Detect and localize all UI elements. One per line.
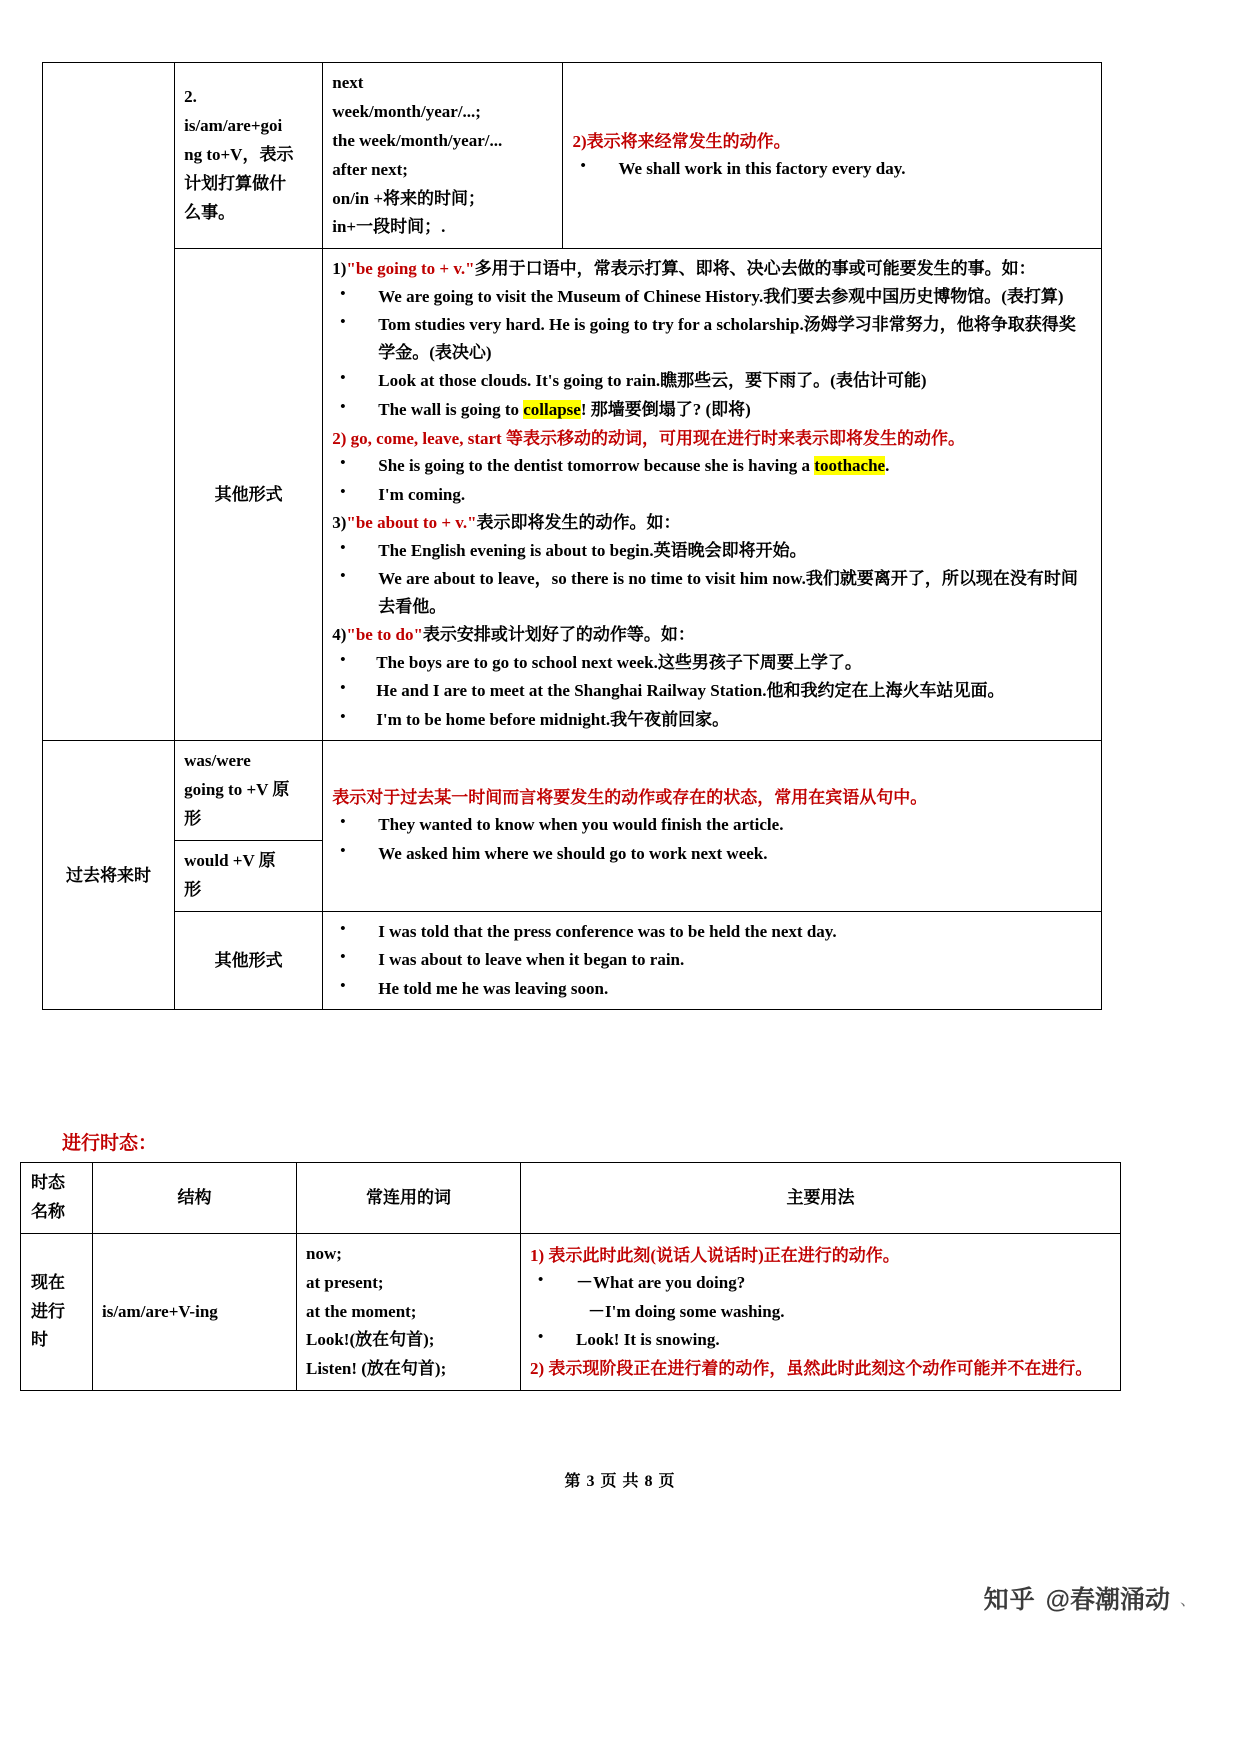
future-tense-table (42, 62, 1102, 1010)
list-item: • Look at those clouds. It's going to rain.瞧那些云，要下雨了。(表估计可能) (332, 367, 1092, 395)
list-item: • We asked him where we should go to work next week. (332, 840, 1092, 868)
header-structure: 结构 (93, 1163, 297, 1234)
row-tense-name (21, 1233, 93, 1390)
time-word-line: Listen! (放在句首); (306, 1359, 447, 1379)
zhihu-logo-icon: 知乎 (983, 1586, 1036, 1614)
point-quoted: "be about to + v." (346, 513, 477, 533)
point-quoted: "be going to + v." (346, 259, 475, 279)
point-2-examples (332, 452, 1092, 508)
list-item: • He and I are to meet at the Shanghai Railway Station.他和我约定在上海火车站见面。 (332, 677, 1092, 705)
usage-example-list (572, 155, 1092, 183)
structure-was-were-going-to (175, 741, 323, 841)
header-time-words: 常连用的词 (297, 1163, 521, 1234)
highlighted-word: collapse (523, 400, 581, 419)
header-usage: 主要用法 (521, 1163, 1121, 1234)
structure-line: was/were (184, 751, 251, 771)
point-verbs: go, come, leave, start (350, 428, 506, 448)
continuation-text: －I'm doing some washing. (588, 1301, 785, 1321)
time-word-line: Look!(放在句首); (306, 1330, 435, 1350)
tense-name-line: 进行 (31, 1301, 65, 1321)
list-item-highlighted (332, 396, 1092, 424)
structure-line: 形 (184, 809, 202, 829)
time-word-line: the week/month/year/... (332, 130, 503, 150)
usage-example-list (332, 811, 1092, 867)
point-2 (332, 425, 1092, 453)
row-usage (521, 1233, 1121, 1390)
header-tense-name (21, 1163, 93, 1234)
tense-name-past-future: 过去将来时 (43, 741, 175, 1010)
list-item: • He told me he was leaving soon. (332, 975, 1092, 1003)
header-line: 时态 (31, 1173, 65, 1192)
point-1 (332, 255, 1092, 283)
table-row (21, 1233, 1121, 1390)
row-structure: is/am/are+V-ing (93, 1233, 297, 1390)
table-row (43, 249, 1102, 741)
point-4 (332, 621, 1092, 649)
table-row (43, 911, 1102, 1010)
point-1-examples (332, 283, 1092, 424)
text-after: ! 那墙要倒塌了? (即将) (580, 400, 751, 419)
time-word-line: in+一段时间；. (332, 217, 446, 237)
list-item: • I was about to leave when it began to rain. (332, 946, 1092, 974)
point-num: 2) (332, 428, 351, 448)
point-rest: 表示安排或计划好了的动作等。如： (422, 625, 695, 645)
structure-line: 么事。 (184, 203, 236, 222)
point-rest: 等表示移动的动词，可用现在进行时来表示即将发生的动作。 (505, 428, 965, 448)
other-forms-label: 其他形式 (175, 249, 323, 741)
text-before: The wall is going to (378, 400, 524, 419)
tense-name-line: 现在 (31, 1272, 65, 1292)
list-item: • I'm coming. (332, 481, 1092, 509)
progressive-tense-table (20, 1162, 1121, 1391)
section-caption-progressive: 进行时态： (62, 1133, 158, 1154)
watermark (984, 1580, 1196, 1616)
list-item-highlighted (332, 452, 1092, 480)
usage-example-list (332, 918, 1092, 1003)
table-row (43, 741, 1102, 841)
list-item: • We are going to visit the Museum of Chinese History.我们要去参观中国历史博物馆。(表打算) (332, 283, 1092, 311)
time-word-line: now; (306, 1243, 342, 1263)
time-word-line: at present; (306, 1272, 384, 1292)
point-num: 1) (332, 259, 347, 279)
point-3-examples (332, 537, 1092, 621)
text-after: . (885, 456, 890, 476)
list-item: • Look! It is snowing. (530, 1326, 1111, 1354)
page-footer: 第 3 页 共 8 页 (564, 1473, 676, 1490)
header-line: 名称 (31, 1201, 65, 1221)
other-forms-content (323, 249, 1102, 741)
time-words-going-to (323, 63, 563, 249)
watermark-tail: 、 (1179, 1591, 1196, 1609)
structure-line: going to +V 原 (184, 780, 290, 800)
usage-point-1: 1) 表示此时此刻(说话人说话时)正在进行的动作。 (530, 1245, 900, 1265)
time-word-line: next (332, 73, 364, 92)
structure-would (175, 841, 323, 912)
structure-line: ng to+V，表示 (184, 145, 294, 165)
point-num: 4) (332, 625, 347, 645)
usage-past-future (323, 741, 1102, 911)
point-rest: 多用于口语中，常表示打算、即将、决心去做的事或可能要发生的事。如： (474, 259, 1036, 279)
usage-heading: 2)表示将来经常发生的动作。 (572, 131, 791, 151)
list-item: • －What are you doing? (530, 1269, 1111, 1297)
usage-example-list (530, 1269, 1111, 1354)
usage-heading: 表示对于过去某一时间而言将要发生的动作或存在的状态，常用在宾语从句中。 (332, 787, 928, 807)
point-num: 3) (332, 513, 347, 533)
point-quoted: "be to do" (346, 625, 423, 645)
row-time-words (297, 1233, 521, 1390)
list-item: • I was told that the press conference was to be held the next day. (332, 918, 1092, 946)
time-word-line: at the moment; (306, 1301, 417, 1321)
structure-line: 2. (184, 87, 197, 107)
time-word-line: on/in +将来的时间； (332, 188, 486, 208)
structure-line: 形 (184, 879, 202, 899)
other-forms-past-examples (323, 911, 1102, 1010)
text-before: She is going to the dentist tomorrow because she is having a (378, 456, 815, 476)
list-item: • Tom studies very hard. He is going to try for a scholarship.汤姆学习非常努力，他将争取获得奖学金。(表决心) (332, 311, 1092, 366)
point-rest: 表示即将发生的动作。如： (476, 513, 681, 533)
structure-line: 计划打算做什 (184, 174, 287, 194)
list-item: • We shall work in this factory every day. (572, 155, 1092, 183)
highlighted-word: toothache (814, 456, 886, 476)
tense-name-line: 时 (31, 1330, 48, 1350)
point-4-examples (332, 649, 1092, 734)
table-row (43, 63, 1102, 249)
structure-line: is/am/are+goi (184, 116, 283, 136)
list-item: • The English evening is about to begin.英语晚会即将开始。 (332, 537, 1092, 565)
list-item-continuation (530, 1298, 1111, 1326)
watermark-handle: @春潮涌动 (1045, 1586, 1170, 1614)
other-forms-label-past: 其他形式 (175, 911, 323, 1010)
point-3 (332, 509, 1092, 537)
usage-going-to (563, 63, 1102, 249)
usage-point-2: 2) 表示现阶段正在进行着的动作，虽然此时此刻这个动作可能并不在进行。 (530, 1358, 1093, 1378)
structure-going-to (175, 63, 323, 249)
time-word-line: week/month/year/...; (332, 101, 481, 121)
list-item: • We are about to leave，so there is no time to visit him now.我们就要离开了，所以现在没有时间去看他。 (332, 565, 1092, 620)
list-item: • The boys are to go to school next week.这些男孩子下周要上学了。 (332, 649, 1092, 677)
list-item: • I'm to be home before midnight.我午夜前回家。 (332, 706, 1092, 734)
list-item: • They wanted to know when you would finish the article. (332, 811, 1092, 839)
table-header-row (21, 1163, 1121, 1234)
structure-line: would +V 原 (184, 851, 276, 871)
tense-name-empty (43, 63, 175, 741)
time-word-line: after next; (332, 159, 408, 179)
